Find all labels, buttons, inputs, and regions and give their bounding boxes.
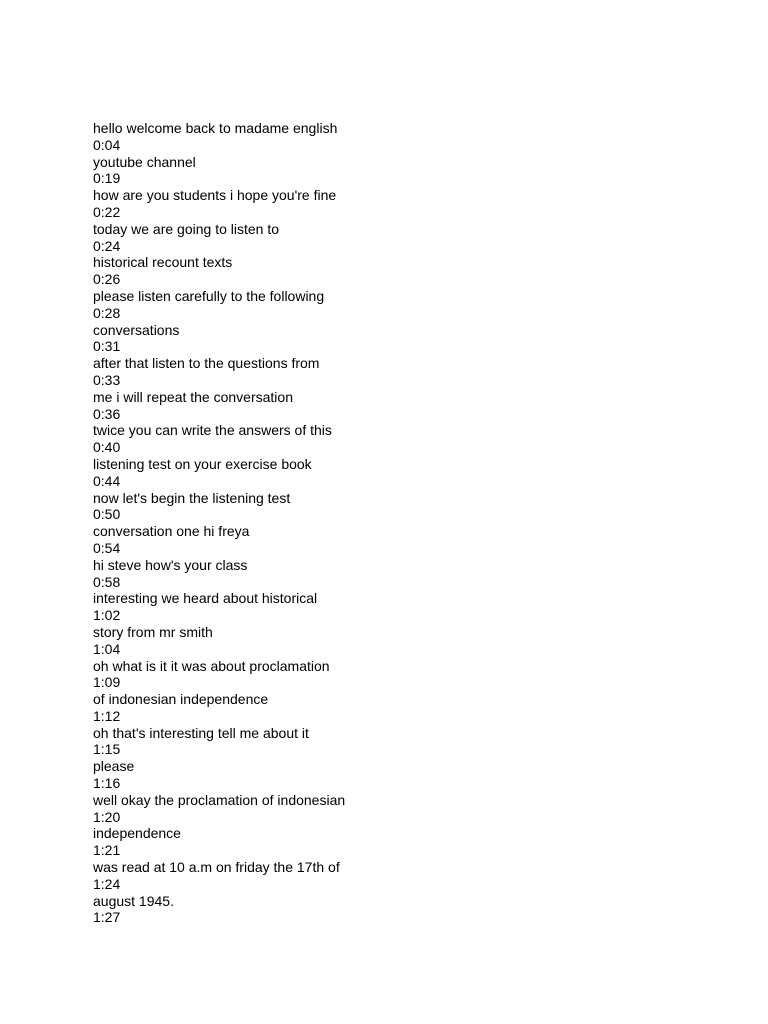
transcript-timestamp: 0:04	[93, 136, 121, 153]
transcript-line: oh what is it it was about proclamation	[93, 657, 330, 674]
transcript-line: of indonesian independence	[93, 691, 269, 708]
transcript-line: today we are going to listen to	[93, 220, 280, 237]
transcript-timestamp: 1:12	[93, 707, 121, 724]
transcript-timestamp: 0:31	[93, 338, 121, 355]
transcript-line: youtube channel	[93, 153, 196, 170]
transcript-timestamp: 0:28	[93, 304, 121, 321]
transcript-timestamp: 0:58	[93, 573, 121, 590]
transcript-line: now let's begin the listening test	[93, 489, 291, 506]
transcript-timestamp: 1:16	[93, 775, 121, 792]
transcript-line: was read at 10 a.m on friday the 17th of	[93, 859, 340, 876]
transcript-line: hi steve how's your class	[93, 556, 248, 573]
transcript-line: hello welcome back to madame english	[93, 120, 338, 136]
transcript-line: after that listen to the questions from	[93, 355, 320, 372]
transcript-line: conversations	[93, 321, 180, 338]
transcript-timestamp: 1:24	[93, 875, 121, 892]
transcript-timestamp: 1:04	[93, 640, 121, 657]
transcript-line: listening test on your exercise book	[93, 455, 312, 472]
transcript-timestamp: 1:09	[93, 674, 121, 691]
transcript-line: august 1945.	[93, 892, 174, 909]
transcript-timestamp: 0:24	[93, 237, 121, 254]
transcript-timestamp: 1:27	[93, 909, 121, 926]
transcript-timestamp: 0:54	[93, 539, 121, 556]
transcript-timestamp: 0:36	[93, 405, 121, 422]
transcript-line: me i will repeat the conversation	[93, 388, 293, 405]
transcript-line: historical recount texts	[93, 254, 233, 271]
transcript-line: oh that's interesting tell me about it	[93, 724, 309, 741]
transcript-timestamp: 0:22	[93, 203, 121, 220]
transcript-timestamp: 0:26	[93, 271, 121, 288]
transcript-line: interesting we heard about historical	[93, 590, 318, 607]
transcript-timestamp: 1:15	[93, 741, 121, 758]
transcript-timestamp: 1:20	[93, 808, 121, 825]
transcript-line: please	[93, 758, 135, 775]
transcript-line: independence	[93, 825, 181, 842]
transcript-timestamp: 0:50	[93, 506, 121, 523]
transcript-timestamp: 0:40	[93, 439, 121, 456]
transcript-line: well okay the proclamation of indonesian	[93, 791, 346, 808]
transcript-timestamp: 0:19	[93, 170, 121, 187]
transcript-timestamp: 0:33	[93, 371, 121, 388]
transcript-line: how are you students i hope you're fine	[93, 187, 337, 204]
transcript-timestamp: 1:21	[93, 842, 121, 859]
transcript-line: please listen carefully to the following	[93, 287, 325, 304]
transcript-timestamp: 0:44	[93, 472, 121, 489]
transcript	[93, 120, 693, 926]
transcript-line: conversation one hi freya	[93, 523, 250, 540]
transcript-line: story from mr smith	[93, 623, 213, 640]
transcript-line: twice you can write the answers of this	[93, 422, 332, 439]
transcript-timestamp: 1:02	[93, 607, 121, 624]
